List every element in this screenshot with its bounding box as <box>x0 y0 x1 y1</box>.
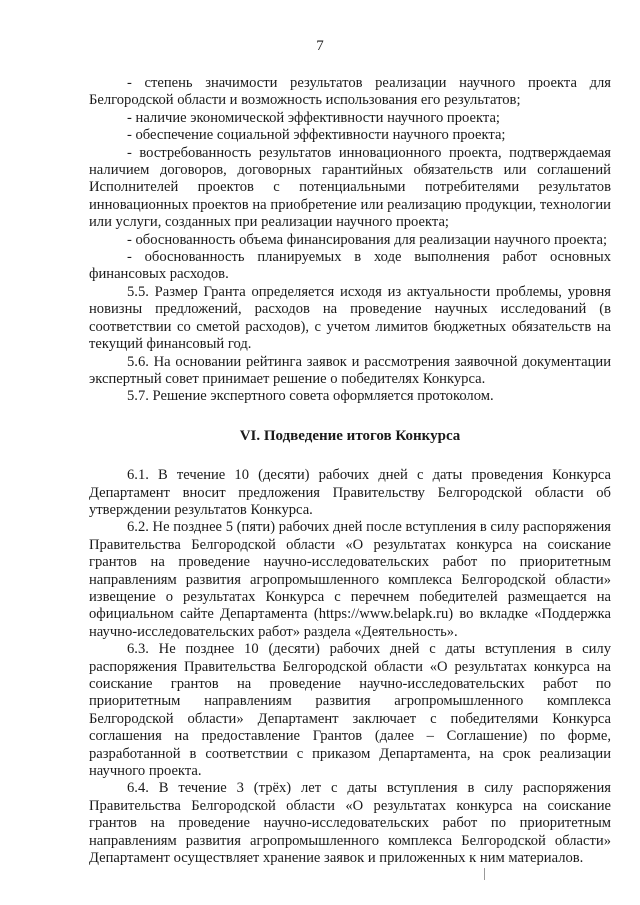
clause-6-3: 6.3. Не позднее 10 (десяти) рабочих дней с даты вступления в силу распоряжения Правительства Белгородской области «О результатах конкурса на соискание грантов на проведение научно-исследовательских работ по приоритетным направлениям развития агропромышленного комплекса Белгородской области» Департамент заключает с победителями Конкурса соглашения на предоставление Грантов (далее – Соглашение) по форме, разработанной в соответствии с приказом Департамента, на срок реализации научного проекта. <box>89 641 611 780</box>
criterion-social: - обеспечение социальной эффективности научного проекта; <box>127 127 506 144</box>
clause-5-5: 5.5. Размер Гранта определяется исходя из актуальности проблемы, уровня новизны предложений, расходов на проведение научных исследований (в соответствии со сметой расходов), с учетом лимитов бюджетных обязательств на текущий финансовый год. <box>89 283 611 353</box>
clause-6-1: 6.1. В течение 10 (десяти) рабочих дней с даты проведения Конкурса Департамент вносит предложения Правительству Белгородской области об утверждении результатов Конкурса. <box>89 467 611 518</box>
scan-mark <box>484 868 485 880</box>
page-number: 7 <box>316 38 324 54</box>
clause-6-2: 6.2. Не позднее 5 (пяти) рабочих дней после вступления в силу распоряжения Правительства Белгородской области «О результатах конкурса на соискание грантов на проведение научно-исследовательских работ по приоритетным направлениям развития агропромышленного комплекса Белгородской области» извещение о результатах Конкурса с перечнем победителей размещается на официальном сайте Департамента (https://www.belapk.ru) во вкладке «Поддержка научно-исследовательских работ» раздела «Деятельность». <box>89 519 611 640</box>
document-body <box>89 75 611 867</box>
criterion-demand: - востребованность результатов инновационного проекта, подтверждаемая наличием договоров, договорных гарантийных обязательств или соглашений Исполнителей проектов с потенциальными потребителями результатов инновационных проектов на приобретение или реализацию продукции, технологии или услуги, созданных при реализации научного проекта; <box>89 144 611 231</box>
clause-5-7: 5.7. Решение экспертного совета оформляется протоколом. <box>127 388 494 405</box>
criterion-significance: - степень значимости результатов реализации научного проекта для Белгородской области и возможность использования его результатов; <box>89 75 611 109</box>
criterion-planned-expenses: - обоснованность планируемых в ходе выполнения работ основных финансовых расходов. <box>89 249 611 283</box>
clause-6-4: 6.4. В течение 3 (трёх) лет с даты вступления в силу распоряжения Правительства Белгородской области «О результатах конкурса на соискание грантов на проведение научно-исследовательских работ по приоритетным направлениям развития агропромышленного комплекса Белгородской области» Департамент осуществляет хранение заявок и приложенных к ним материалов. <box>89 780 611 867</box>
criterion-funding-volume: - обоснованность объема финансирования для реализации научного проекта; <box>127 231 608 248</box>
clause-5-6: 5.6. На основании рейтинга заявок и рассмотрения заявочной документации экспертный совет принимает решение о победителях Конкурса. <box>89 353 611 387</box>
criterion-economic: - наличие экономической эффективности научного проекта; <box>127 109 500 126</box>
section-heading: VI. Подведение итогов Конкурса <box>239 427 461 444</box>
